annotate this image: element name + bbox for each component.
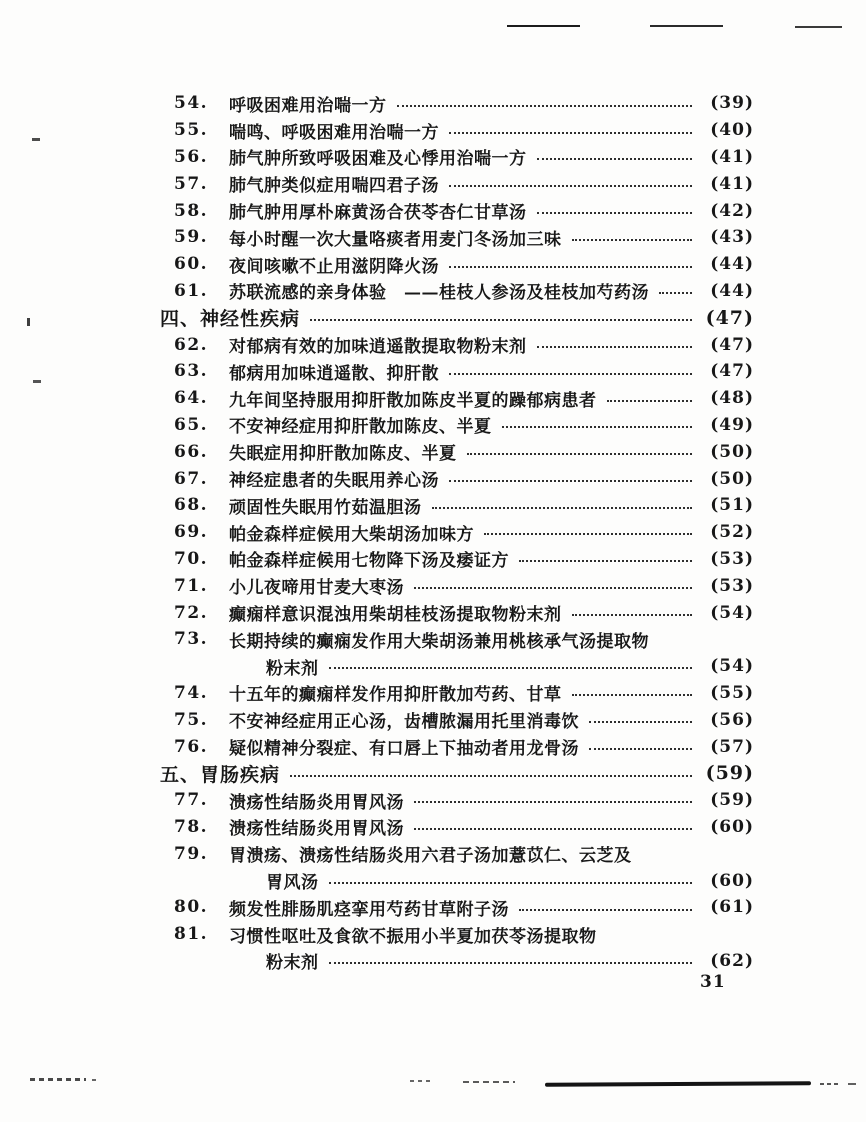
toc-entry-row <box>160 90 754 117</box>
toc-entry-row <box>160 358 754 385</box>
dot-leader <box>449 465 692 492</box>
scan-artifact-margin-speck <box>27 318 30 326</box>
scan-artifact-bottom-smudge <box>545 1081 811 1087</box>
entry-page-number: (43) <box>710 227 754 248</box>
toc-entry-row <box>160 117 754 144</box>
toc-entry-row <box>160 251 754 278</box>
entry-number: 62. <box>174 334 209 355</box>
entry-title: 神经症患者的失眠用养心汤 <box>229 471 439 492</box>
entry-title: 顽固性失眠用竹茹温胆汤 <box>229 497 422 518</box>
toc-entry-row <box>160 492 754 519</box>
entry-title: 肺气肿用厚朴麻黄汤合茯苓杏仁甘草汤 <box>229 203 527 224</box>
entry-title: 胃风汤 <box>266 873 319 893</box>
entry-number: 67. <box>174 468 209 489</box>
dot-leader <box>572 599 693 626</box>
dot-leader <box>414 572 692 599</box>
toc-entry-row <box>160 331 754 358</box>
entry-page-number: (53) <box>710 548 754 569</box>
dot-leader <box>537 197 693 224</box>
dot-leader <box>659 278 692 305</box>
toc-entry-row <box>160 144 754 171</box>
toc-entry-row <box>160 170 754 197</box>
entry-number: 73. <box>174 629 209 650</box>
entry-page-number: (44) <box>710 254 754 275</box>
entry-page-number: (50) <box>710 441 754 462</box>
dot-leader <box>329 653 693 680</box>
entry-number: 64. <box>174 388 209 409</box>
entry-page-number: (41) <box>710 146 754 167</box>
entry-number: 77. <box>174 790 209 811</box>
entry-number: 70. <box>174 548 209 569</box>
toc-entry-row <box>160 733 754 760</box>
dot-leader <box>502 412 693 439</box>
toc-entry-row <box>160 197 754 224</box>
entry-title: 苏联流感的亲身体验 ——桂枝人参汤及桂枝加芍药汤 <box>229 283 649 304</box>
entry-title: 胃溃疡、溃疡性结肠炎用六君子汤加薏苡仁、云芝及 <box>229 846 632 867</box>
entry-page-number: (48) <box>710 388 754 409</box>
toc-continuation-row <box>160 948 754 975</box>
section-title: 五、胃肠疾病 <box>160 763 281 786</box>
entry-title: 不安神经症用抑肝散加陈皮、半夏 <box>229 417 492 438</box>
toc-entry-row <box>160 546 754 573</box>
entry-page-number: (44) <box>710 280 754 301</box>
toc-entry-row <box>160 706 754 733</box>
entry-title: 溃疡性结肠炎用胃风汤 <box>229 819 404 840</box>
entry-title: 每小时醒一次大量咯痰者用麦门冬汤加三味 <box>229 229 562 250</box>
entry-page-number: (50) <box>710 468 754 489</box>
scan-artifact-bottom-dashes <box>92 1079 96 1081</box>
entry-number: 75. <box>174 709 209 730</box>
entry-page-number: (55) <box>710 682 754 703</box>
dot-leader <box>290 760 692 787</box>
scan-artifact-bottom-dashes <box>30 1078 86 1081</box>
entry-number: 81. <box>174 924 209 945</box>
scan-artifact-bottom-dashes <box>848 1083 856 1085</box>
dot-leader <box>607 385 693 412</box>
toc-entry-row <box>160 438 754 465</box>
entry-title: 夜间咳嗽不止用滋阴降火汤 <box>229 256 439 277</box>
scan-artifact-bottom-dashes <box>820 1083 838 1085</box>
entry-page-number: (61) <box>710 897 754 918</box>
scan-artifact-top-rule <box>507 25 580 27</box>
entry-title: 长期持续的癫痫发作用大柴胡汤兼用桃核承气汤提取物 <box>229 631 649 652</box>
entry-page-number: (39) <box>710 93 754 114</box>
entry-number: 72. <box>174 602 209 623</box>
dot-leader <box>467 438 693 465</box>
dot-leader <box>589 733 692 760</box>
entry-number: 79. <box>174 843 209 864</box>
dot-leader <box>432 492 693 519</box>
dot-leader <box>572 224 693 251</box>
toc-section-row <box>160 304 754 331</box>
toc-continuation-row <box>160 867 754 894</box>
entry-title: 肺气肿类似症用喘四君子汤 <box>229 176 439 197</box>
entry-number: 59. <box>174 227 209 248</box>
entry-number: 61. <box>174 280 209 301</box>
dot-leader <box>310 304 692 331</box>
entry-number: 58. <box>174 200 209 221</box>
toc-entry-row <box>160 572 754 599</box>
scan-artifact-bottom-dashes <box>463 1081 515 1083</box>
entry-page-number: (47) <box>710 334 754 355</box>
entry-page-number: (59) <box>705 762 754 785</box>
toc-entry-row <box>160 465 754 492</box>
toc-entry-row <box>160 814 754 841</box>
toc-entry-row <box>160 599 754 626</box>
entry-page-number: (56) <box>710 709 754 730</box>
entry-page-number: (49) <box>710 414 754 435</box>
entry-title: 粉末剂 <box>266 658 319 679</box>
entry-title: 习惯性呕吐及食欲不振用小半夏加茯苓汤提取物 <box>229 926 597 947</box>
toc-entry-row <box>160 894 754 921</box>
toc-entry-row <box>160 626 754 653</box>
dot-leader <box>589 706 692 733</box>
entry-title: 不安神经症用正心汤，齿槽脓漏用托里消毒饮 <box>229 712 579 733</box>
entry-title: 郁病用加味逍遥散、抑肝散 <box>229 363 439 384</box>
scan-artifact-bottom-dashes <box>410 1080 432 1082</box>
entry-number: 80. <box>174 897 209 918</box>
entry-number: 74. <box>174 682 209 703</box>
toc-entry-row <box>160 385 754 412</box>
dot-leader <box>572 680 693 707</box>
entry-page-number: (54) <box>710 656 754 677</box>
entry-page-number: (62) <box>710 950 754 971</box>
toc-entry-row <box>160 412 754 439</box>
toc-entry-row <box>160 519 754 546</box>
entry-title: 对郁病有效的加味逍遥散提取物粉末剂 <box>229 337 527 358</box>
toc-section-row <box>160 760 754 787</box>
toc-entry-row <box>160 680 754 707</box>
dot-leader <box>329 948 693 975</box>
entry-number: 57. <box>174 173 209 194</box>
entry-number: 60. <box>174 254 209 275</box>
entry-title: 十五年的癫痫样发作用抑肝散加芍药、甘草 <box>229 685 562 706</box>
entry-title: 喘鸣、呼吸困难用治喘一方 <box>229 122 439 143</box>
entry-page-number: (51) <box>710 495 754 516</box>
entry-page-number: (53) <box>710 575 754 596</box>
dot-leader <box>449 170 692 197</box>
entry-title: 肺气肿所致呼吸困难及心悸用治喘一方 <box>229 149 527 170</box>
toc-entry-row <box>160 278 754 305</box>
dot-leader <box>519 546 692 573</box>
scan-artifact-top-rule <box>650 25 723 27</box>
entry-number: 76. <box>174 736 209 757</box>
dot-leader <box>537 331 693 358</box>
entry-number: 56. <box>174 146 209 167</box>
dot-leader <box>519 894 692 921</box>
entry-title: 九年间坚持服用抑肝散加陈皮半夏的躁郁病患者 <box>229 390 597 411</box>
entry-page-number: (47) <box>710 361 754 382</box>
entry-page-number: (60) <box>710 870 754 891</box>
dot-leader <box>329 867 693 894</box>
entry-page-number: (47) <box>705 306 754 329</box>
page-number: 31 <box>700 972 726 992</box>
entry-page-number: (57) <box>710 736 754 757</box>
dot-leader <box>414 814 692 841</box>
entry-page-number: (52) <box>710 522 754 543</box>
entry-number: 66. <box>174 441 209 462</box>
dot-leader <box>397 90 693 117</box>
entry-title: 呼吸困难用治喘一方 <box>229 95 387 116</box>
section-title: 四、神经性疾病 <box>160 308 301 331</box>
entry-page-number: (54) <box>710 602 754 623</box>
entry-page-number: (41) <box>710 173 754 194</box>
dot-leader <box>414 787 692 814</box>
toc-entry-row <box>160 921 754 948</box>
dot-leader <box>449 358 692 385</box>
entry-title: 溃疡性结肠炎用胃风汤 <box>229 792 404 813</box>
toc-entry-row <box>160 840 754 867</box>
entry-title: 粉末剂 <box>266 953 319 974</box>
entry-number: 55. <box>174 120 209 141</box>
table-of-contents <box>160 90 754 974</box>
dot-leader <box>449 117 692 144</box>
entry-title: 疑似精神分裂症、有口唇上下抽动者用龙骨汤 <box>229 739 579 760</box>
dot-leader <box>537 144 693 171</box>
scan-artifact-top-rule <box>795 26 842 28</box>
entry-title: 癫痫样意识混浊用柴胡桂枝汤提取物粉末剂 <box>229 605 562 626</box>
toc-entry-row <box>160 787 754 814</box>
entry-title: 失眠症用抑肝散加陈皮、半夏 <box>229 444 457 465</box>
entry-number: 68. <box>174 495 209 516</box>
toc-continuation-row <box>160 653 754 680</box>
entry-number: 71. <box>174 575 209 596</box>
entry-number: 65. <box>174 414 209 435</box>
entry-page-number: (40) <box>710 120 754 141</box>
entry-page-number: (42) <box>710 200 754 221</box>
dot-leader <box>449 251 692 278</box>
entry-title: 频发性腓肠肌痉挛用芍药甘草附子汤 <box>229 899 509 920</box>
scan-artifact-margin-speck <box>33 380 41 383</box>
dot-leader <box>484 519 692 546</box>
entry-number: 69. <box>174 522 209 543</box>
entry-page-number: (59) <box>710 790 754 811</box>
entry-page-number: (60) <box>710 816 754 837</box>
entry-number: 63. <box>174 361 209 382</box>
entry-title: 小儿夜啼用甘麦大枣汤 <box>229 578 404 599</box>
entry-number: 54. <box>174 93 209 114</box>
entry-title: 帕金森样症候用七物降下汤及痿证方 <box>229 551 509 572</box>
entry-title: 帕金森样症候用大柴胡汤加味方 <box>229 524 474 545</box>
entry-number: 78. <box>174 816 209 837</box>
scan-artifact-margin-speck <box>32 138 40 141</box>
toc-entry-row <box>160 224 754 251</box>
